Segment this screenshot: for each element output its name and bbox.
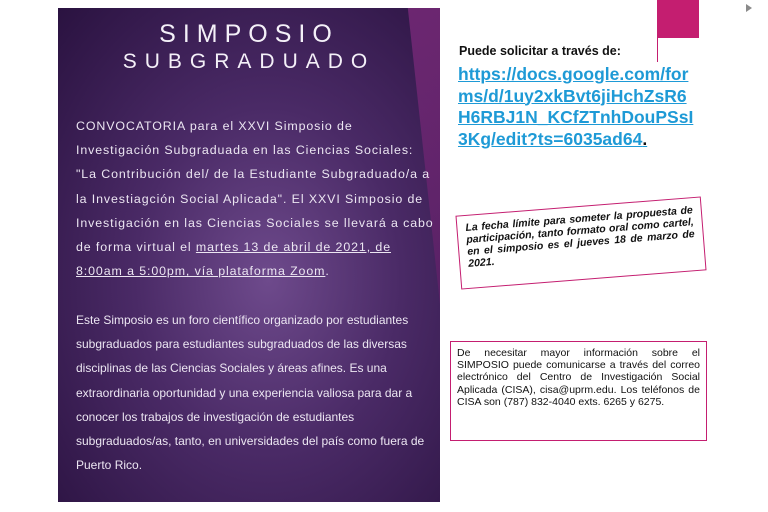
poster-title: SIMPOSIO <box>159 20 339 48</box>
form-link[interactable]: https://docs.google.com/forms/d/1uy2xkBvt6jiHchZsR6H6RBJ1N_KCfZTnhDouPSsI3Kg/edit?ts=6035ad64 <box>458 64 694 149</box>
convocatoria-end: . <box>325 264 330 279</box>
about-text: Este Simposio es un foro científico organizado por estudiantes subgraduados para estudiantes subgraduados de las diversas disciplinas de las Ciencias Sociales y áreas afines. Es una extraordinaria oportunidad y una experiencia valiosa para dar a conocer los trabajos de investigación de estudiantes subgraduados/as, tanto, en universidades del país como fuera de Puerto Rico. <box>76 313 425 473</box>
convocatoria-intro: CONVOCATORIA para el XXVI Simposio de Investigación Subgraduada en las Ciencias Sociales: "La Contribución del/ de la Estudiante Subgraduado/a a la Investiagción Social Aplicada". El XXVI Simposio de Investigación en las Ciencias Sociales se llevará a cabo de forma virtual el <box>76 119 434 255</box>
poster-subtitle: SUBGRADUADO <box>122 50 376 73</box>
accent-line <box>657 38 658 62</box>
play-arrow-icon <box>746 4 752 12</box>
info-box <box>450 341 707 441</box>
convocatoria-text <box>76 114 436 283</box>
poster-panel <box>58 8 440 502</box>
form-link-container <box>458 64 698 150</box>
deadline-text: La fecha límite para someter la propuesta de participación, tanto formato oral como cartel, en el simposio es el jueves 18 de marzo de 2021. <box>464 204 696 270</box>
accent-block <box>657 0 699 38</box>
deadline-box <box>455 196 706 289</box>
info-text: De necesitar mayor información sobre el SIMPOSIO puede comunicarse a través del correo electrónico del Centro de Investigación Social Aplicada (CISA), cisa@uprm.edu. Los teléfonos de CISA son (787) 832-4040 exts. 6265 y 6275. <box>457 347 700 408</box>
form-link-end: . <box>642 128 648 149</box>
convocatoria-date: martes 13 de abril de 2021, de 8:00am a 5:00pm, vía plataforma Zoom <box>76 240 391 279</box>
request-label: Puede solicitar a través de: <box>459 44 621 58</box>
